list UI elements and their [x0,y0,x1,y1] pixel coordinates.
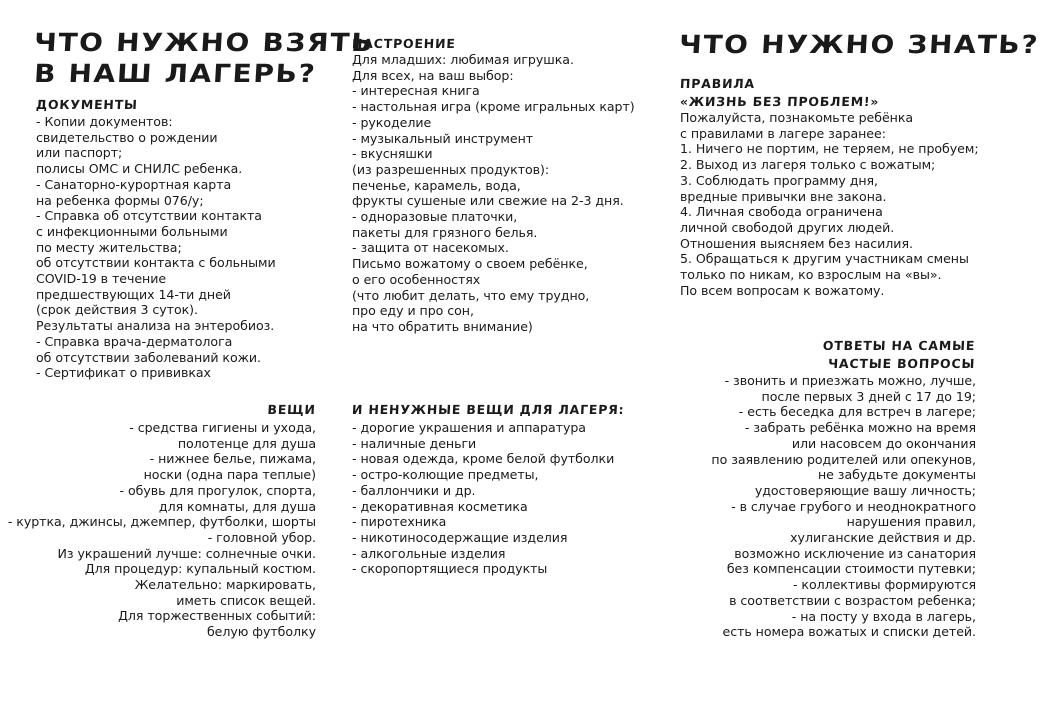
text-line: - в случае грубого и неоднократного [731,498,976,514]
text-line: после первых 3 дней с 17 до 19; [761,388,976,404]
text-line: не забудьте документы [817,467,976,483]
title-line: В НАШ ЛАГЕРЬ? [33,59,318,88]
title-line: ЧТО НУЖНО ВЗЯТЬ [33,28,375,57]
mood-section [352,36,635,335]
text-line: личной свободой других людей. [680,219,895,235]
text-line: с инфекционными больными [36,223,228,239]
text-line: Для процедур: купальный костюм. [84,561,316,577]
text-line: свидетельство о рождении [36,129,218,145]
documents-list [36,114,276,381]
text-line: иметь список вещей. [176,592,316,608]
documents-section [36,97,276,381]
text-line: печенье, карамель, вода, [352,177,521,193]
text-line: по заявлению родителей или опекунов, [711,451,976,467]
mood-list [352,52,635,335]
text-line: - баллончики и др. [352,482,476,498]
text-line: - Санаторно-курортная карта [36,176,232,192]
text-line: - новая одежда, кроме белой футболки [352,451,615,467]
text-line: - звонить и приезжать можно, лучше, [724,373,976,388]
text-line: белую футболку [206,624,316,640]
text-line: - музыкальный инструмент [352,130,534,146]
text-line: Пожалуйста, познакомьте ребёнка [680,110,914,125]
text-line: Для всех, на ваш выбор: [352,67,514,83]
text-line: нарушения правил, [846,514,976,530]
text-line: - скоропортящиеся продукты [352,561,548,577]
text-line: Письмо вожатому о своем ребёнке, [352,256,588,272]
text-line: - никотиносодержащие изделия [352,529,568,545]
text-line: - пиротехника [352,514,447,530]
text-line: фрукты сушеные или свежие на 2-3 дня. [352,193,624,209]
text-line: Из украшений лучше: солнечные очки. [57,545,316,561]
rules-heading: «ЖИЗНЬ БЕЗ ПРОБЛЕМ!» [679,94,880,109]
text-line: в соответствии с возрастом ребенка; [729,592,976,608]
text-line: удостоверяющие вашу личность; [754,482,976,498]
unneeded-heading: И НЕНУЖНЫЕ ВЕЩИ ДЛЯ ЛАГЕРЯ: [351,402,625,417]
text-line: 4. Личная свобода ограничена [680,204,883,220]
title-what-to-take [33,27,375,89]
text-line: - Копии документов: [36,114,173,129]
text-line: про еду и про сон, [352,303,474,319]
text-line: хулиганские действия и др. [790,530,976,546]
text-line: - на посту у входа в лагерь, [791,608,976,624]
text-line: об отсутствии контакта с больными [36,255,276,271]
text-line: - защита от насекомых. [352,240,509,256]
text-line: - остро-колющие предметы, [352,467,539,483]
text-line: - одноразовые платочки, [352,209,518,225]
text-line: предшествующих 14-ти дней [36,286,231,302]
text-line: - Справка врача-дерматолога [36,333,233,349]
text-line: о его особенностях [352,271,481,287]
title-line: ЧТО НУЖНО ЗНАТЬ? [678,30,1040,59]
text-line: или насовсем до окончания [791,435,976,451]
text-line: без компенсации стоимости путевки; [726,561,976,577]
text-line: Отношения выясняем без насилия. [680,235,913,251]
text-line: носки (одна пара теплые) [143,467,316,483]
text-line: Желательно: маркировать, [134,577,316,593]
text-line: (срок действия 3 суток). [36,302,198,318]
text-line: полотенце для душа [177,435,316,451]
text-line: только по никам, ко взрослым на «вы». [680,267,942,283]
things-list [8,420,316,640]
faq-section [711,338,976,640]
text-line: - коллективы формируются [792,577,976,593]
text-line: - декоративная косметика [352,498,528,514]
rules-list [680,110,979,298]
documents-heading: ДОКУМЕНТЫ [35,97,139,112]
text-line: - интересная книга [352,83,480,99]
text-line: возможно исключение из санатория [734,545,976,561]
text-line: для комнаты, для душа [158,498,316,514]
text-line: - забрать ребёнка можно на время [744,420,976,436]
text-line: - головной убор. [207,529,316,545]
text-line: COVID-19 в течение [36,271,167,287]
text-line: По всем вопросам к вожатому. [680,282,885,298]
title-what-to-know [678,29,1040,60]
text-line: - алкогольные изделия [352,545,506,561]
things-heading: ВЕЩИ [266,402,316,417]
text-line: 5. Обращаться к другим участникам смены [680,251,969,267]
text-line: пакеты для грязного белья. [352,224,538,240]
faq-heading: ОТВЕТЫ НА САМЫЕ [822,338,976,353]
text-line: Для младших: любимая игрушка. [352,52,574,67]
faq-heading: ЧАСТЫЕ ВОПРОСЫ [828,356,976,371]
text-line: - настольная игра (кроме игральных карт) [352,99,635,115]
text-line: - Справка об отсутствии контакта [36,208,262,224]
unneeded-list [352,420,624,577]
text-line: - куртка, джинсы, джемпер, футболки, шорты [7,514,316,530]
faq-list [711,373,976,640]
text-line: 1. Ничего не портим, не теряем, не пробуем; [680,141,979,157]
text-line: 3. Соблюдать программу дня, [680,172,879,188]
text-line: (из разрешенных продуктов): [352,161,550,177]
text-line: на что обратить внимание) [352,318,533,334]
mood-heading: НАСТРОЕНИЕ [351,36,457,51]
text-line: - дорогие украшения и аппаратура [352,420,586,435]
things-section [8,402,316,640]
text-line: - наличные деньги [352,435,477,451]
text-line: - вкусняшки [352,146,433,162]
text-line: (что любит делать, что ему трудно, [352,287,590,303]
text-line: об отсутствии заболеваний кожи. [36,349,262,365]
text-line: полисы ОМС и СНИЛС ребенка. [36,161,243,177]
text-line: - Сертификат о прививках [36,365,211,381]
text-line: - есть беседка для встреч в лагере; [738,404,976,420]
text-line: вредные привычки вне закона. [680,188,887,204]
text-line: есть номера вожатых и списки детей. [722,624,976,640]
text-line: по месту жительства; [36,239,182,255]
text-line: Для торжественных событий: [118,608,316,624]
text-line: Результаты анализа на энтеробиоз. [36,318,275,334]
text-line: - рукоделие [352,114,432,130]
text-line: - нижнее белье, пижама, [149,451,316,467]
text-line: или паспорт; [36,145,123,161]
text-line: 2. Выход из лагеря только с вожатым; [680,157,936,173]
text-line: на ребенка формы 076/у; [36,192,204,208]
rules-section [680,76,979,298]
text-line: с правилами в лагере заранее: [680,125,886,141]
text-line: - средства гигиены и ухода, [129,420,316,435]
rules-heading: ПРАВИЛА [679,76,756,91]
unneeded-section [352,402,624,577]
text-line: - обувь для прогулок, спорта, [119,482,316,498]
